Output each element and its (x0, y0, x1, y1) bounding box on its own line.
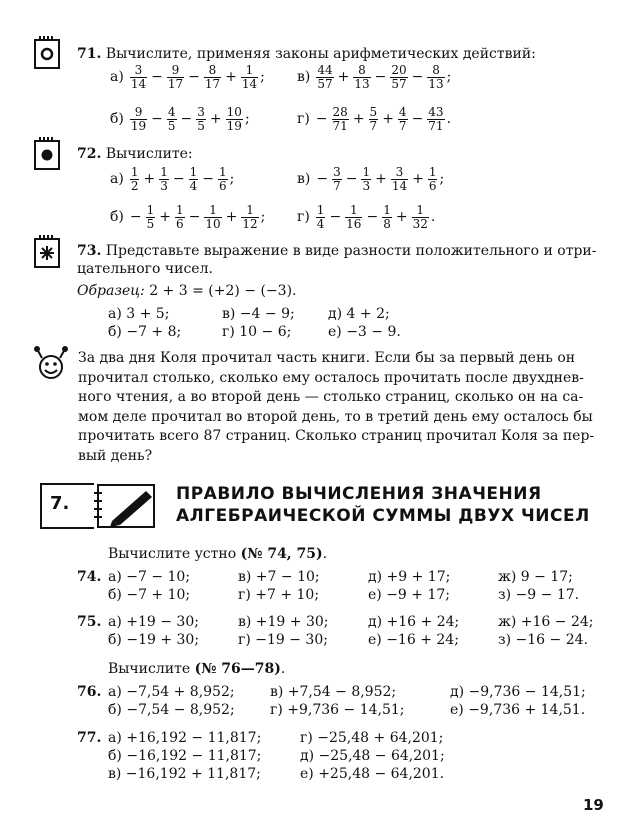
puzzle-line: прочитал столько, сколько ему осталось прочитать после двухднев- (78, 369, 584, 386)
operator: − (411, 69, 424, 85)
ex73-item: б) −7 + 8; (108, 324, 182, 340)
numerator: 43 (428, 104, 444, 119)
operator: . (446, 111, 452, 127)
ex73-prompt-line1: Представьте выражение в виде разности положительного и отри- (105, 243, 597, 259)
operator: − (411, 111, 424, 127)
ex74-item: ж) 9 − 17; (498, 569, 573, 585)
numerator: 1 (160, 164, 168, 179)
fraction (345, 204, 362, 231)
numerator: 1 (345, 204, 362, 218)
ex76-item: е) −9,736 + 14,51. (450, 702, 586, 718)
operator: − (366, 209, 379, 225)
ex74-item: д) +9 + 17; (368, 569, 451, 585)
denominator: 17 (204, 76, 221, 91)
operator: − (129, 209, 142, 225)
operator: + (395, 209, 408, 225)
ex75-item: г) −19 − 30; (238, 632, 328, 648)
operator: ; (260, 209, 266, 225)
section-number: 7. (50, 493, 70, 514)
numerator: 1 (241, 64, 258, 78)
fraction (204, 204, 221, 231)
ex71-prompt: Вычислите, применяя законы арифметических действий: (105, 46, 536, 62)
fraction (353, 64, 370, 91)
denominator: 14 (391, 178, 408, 193)
numerator: 44 (317, 62, 333, 77)
operator: − (151, 69, 163, 85)
fraction (427, 106, 444, 133)
denominator: 5 (197, 118, 205, 133)
operator: + (375, 171, 387, 187)
puzzle-line: мом деле прочитал во второй день, то в третий день ему осталось бы (78, 408, 593, 425)
ex74-item: з) −9 − 17. (498, 587, 580, 603)
denominator: 3 (362, 178, 371, 193)
ex73-sample-text: 2 + 3 = (+2) − (−3). (149, 283, 297, 299)
operator: − (315, 111, 328, 127)
page-number: 19 (583, 796, 604, 814)
fraction (146, 204, 156, 231)
numerator: 1 (204, 204, 221, 218)
notebook-icon-star (34, 238, 60, 268)
notebook-icon-circle (34, 39, 60, 69)
operator: + (209, 111, 222, 127)
numerator: 1 (241, 204, 258, 218)
ex73-prompt-line2: цательного чисел. (77, 261, 213, 277)
ex71-item-g (297, 102, 451, 136)
operator: . (430, 209, 436, 225)
numerator: 9 (130, 106, 147, 120)
ex71-item-b (110, 102, 250, 136)
ex75-item: б) −19 + 30; (108, 632, 200, 648)
denominator: 10 (205, 216, 221, 231)
ex75-item: а) +19 − 30; (108, 614, 199, 630)
denominator: 6 (218, 178, 227, 193)
denominator: 7 (369, 118, 378, 133)
fraction (316, 204, 326, 231)
puzzle-line: прочитать всего 87 страниц. Сколько страниц прочитал Коля за пер- (78, 428, 595, 444)
oral-ref: (№ 74, 75) (240, 546, 323, 562)
smiley-puzzle-icon (34, 346, 68, 382)
fraction (316, 64, 333, 91)
operator: + (159, 209, 171, 225)
numerator: 5 (369, 104, 378, 119)
denominator: 32 (412, 216, 428, 231)
denominator: 13 (428, 76, 444, 91)
operator: + (352, 111, 365, 127)
ex71-item-a (110, 60, 265, 94)
operator: − (188, 209, 201, 225)
ex77-item: е) +25,48 − 64,201. (300, 766, 445, 782)
fraction (130, 106, 147, 133)
fraction (398, 106, 408, 133)
numerator: 28 (332, 104, 348, 119)
fraction (159, 166, 169, 193)
ex73-heading (77, 243, 596, 260)
ex72-prompt: Вычислите: (105, 146, 193, 162)
fraction (196, 106, 206, 133)
numerator: 1 (412, 204, 429, 218)
ex73-item: е) −3 − 9. (328, 324, 401, 340)
denominator: 57 (391, 76, 407, 91)
operator: ; (260, 69, 265, 85)
ex74-item: а) −7 − 10; (108, 569, 191, 585)
numerator: 9 (167, 64, 184, 78)
ex77-item: а) +16,192 − 11,817; (108, 730, 262, 746)
ex74-number: 74. (77, 569, 102, 585)
numerator: 1 (428, 164, 437, 179)
fraction (369, 106, 379, 133)
ex72-heading (77, 146, 193, 163)
numerator: 1 (146, 202, 155, 217)
numerator: 1 (316, 202, 325, 217)
numerator: 8 (353, 64, 370, 78)
ex73-item: д) 4 + 2; (328, 306, 390, 322)
ex72-item-b (110, 200, 265, 234)
operator: − (329, 209, 342, 225)
ex76-item: а) −7,54 + 8,952; (108, 684, 235, 700)
numerator: 4 (167, 104, 176, 119)
fraction (175, 204, 185, 231)
ex73-sample (77, 283, 296, 300)
operator: + (412, 171, 424, 187)
ex75-item: з) −16 − 24. (498, 632, 588, 648)
fraction (241, 64, 258, 91)
numerator: 3 (130, 64, 147, 78)
ex76-item: д) −9,736 − 14,51; (450, 684, 586, 700)
fraction (167, 106, 177, 133)
fraction (361, 166, 371, 193)
ex73-item: в) −4 − 9; (222, 306, 295, 322)
puzzle-line: За два дня Коля прочитал часть книги. Если бы за первый день он (78, 350, 576, 366)
section-badge (40, 483, 158, 531)
item-label: б) (110, 209, 124, 225)
item-label: в) (297, 171, 311, 187)
ex75-item: в) +19 + 30; (238, 614, 329, 630)
denominator: 5 (167, 118, 176, 133)
operator: − (374, 69, 387, 85)
item-label: г) (297, 209, 310, 225)
operator: − (180, 111, 193, 127)
denominator: 19 (130, 118, 147, 133)
numerator: 4 (398, 104, 407, 119)
denominator: 4 (316, 216, 325, 231)
operator: + (143, 171, 156, 187)
numerator: 1 (130, 164, 139, 179)
fraction (218, 166, 228, 193)
operator: + (225, 209, 238, 225)
denominator: 6 (428, 178, 437, 193)
puzzle-line: вый день? (78, 447, 153, 464)
ex72-item-v (297, 162, 444, 196)
fraction (428, 166, 438, 193)
operator: ; (446, 69, 452, 85)
ex77-item: г) −25,48 + 64,201; (300, 730, 444, 746)
ex76-item: б) −7,54 − 8,952; (108, 702, 235, 718)
ex71-number: 71. (77, 46, 102, 62)
fraction (391, 166, 408, 193)
denominator: 17 (167, 76, 184, 91)
ex75-item: е) −16 + 24; (368, 632, 459, 648)
oral-text: Вычислите устно (108, 546, 237, 562)
fraction (412, 204, 429, 231)
notebook-icon-dot (34, 140, 60, 170)
numerator: 1 (218, 164, 227, 179)
numerator: 1 (383, 202, 391, 217)
denominator: 14 (130, 76, 147, 91)
ex76-item: г) +9,736 − 14,51; (270, 702, 405, 718)
operator: − (202, 171, 214, 187)
operator: + (225, 69, 237, 85)
denominator: 12 (242, 216, 258, 231)
ex77-item: в) −16,192 + 11,817; (108, 766, 261, 782)
fraction (390, 64, 407, 91)
ex73-number: 73. (77, 243, 102, 259)
ex75-item: ж) +16 − 24; (498, 614, 594, 630)
section-title-line1: ПРАВИЛО ВЫЧИСЛЕНИЯ ЗНАЧЕНИЯ (176, 484, 542, 504)
denominator: 7 (398, 118, 407, 133)
numerator: 1 (176, 202, 184, 217)
ex74-item: в) +7 − 10; (238, 569, 320, 585)
item-label: в) (297, 69, 311, 85)
operator: − (345, 171, 358, 187)
fraction (167, 64, 184, 91)
ex75-number: 75. (77, 614, 102, 630)
numerator: 1 (189, 164, 198, 179)
denominator: 19 (226, 118, 242, 133)
puzzle-text (78, 349, 608, 466)
calc-tail: . (280, 661, 286, 677)
numerator: 8 (427, 64, 444, 78)
ex72-number: 72. (77, 146, 102, 162)
denominator: 71 (332, 118, 348, 133)
item-label: а) (110, 69, 124, 85)
fraction (382, 204, 392, 231)
denominator: 8 (383, 216, 391, 231)
fraction (226, 106, 243, 133)
numerator: 20 (391, 62, 407, 77)
ex74-item: е) −9 + 17; (368, 587, 450, 603)
numerator: 10 (226, 104, 242, 119)
denominator: 3 (160, 178, 168, 193)
calc-text: Вычислите (108, 661, 191, 677)
notebook-pencil-icon (92, 483, 158, 531)
operator: ; (439, 171, 445, 187)
denominator: 14 (241, 76, 258, 91)
denominator: 6 (176, 216, 184, 231)
denominator: 2 (130, 178, 139, 193)
operator: ; (244, 111, 250, 127)
numerator: 8 (204, 64, 221, 78)
operator: ; (229, 171, 235, 187)
numerator: 3 (333, 164, 341, 179)
ex76-item: в) +7,54 − 8,952; (270, 684, 397, 700)
fraction (130, 166, 140, 193)
ex72-item-a (110, 162, 234, 196)
ex77-number: 77. (77, 730, 102, 746)
section-title-line2: АЛГЕБРАИЧЕСКОЙ СУММЫ ДВУХ ЧИСЕЛ (176, 506, 590, 526)
fraction (427, 64, 444, 91)
fraction (130, 64, 147, 91)
ex75-item: д) +16 + 24; (368, 614, 460, 630)
denominator: 57 (317, 76, 333, 91)
numerator: 3 (197, 104, 205, 119)
ex77-item: д) −25,48 − 64,201; (300, 748, 445, 764)
puzzle-line: ного чтения, а во второй день — столько страниц, сколько он на са- (78, 389, 584, 405)
fraction (332, 166, 342, 193)
operator: + (382, 111, 394, 127)
oral-tail: . (322, 546, 328, 562)
fraction (189, 166, 199, 193)
operator: − (316, 171, 329, 187)
fraction (332, 106, 349, 133)
ex74-item: б) −7 + 10; (108, 587, 191, 603)
item-label: а) (110, 171, 124, 187)
ex73-item: г) 10 − 6; (222, 324, 292, 340)
item-label: б) (110, 111, 124, 127)
denominator: 7 (333, 178, 341, 193)
oral-instruction (108, 546, 327, 563)
ex73-sample-label: Образец: (77, 283, 145, 299)
calc-instruction (108, 661, 285, 678)
fraction (241, 204, 258, 231)
numerator: 3 (391, 166, 408, 180)
numerator: 1 (362, 164, 371, 179)
denominator: 13 (354, 76, 370, 91)
denominator: 71 (428, 118, 444, 133)
operator: − (172, 171, 185, 187)
ex71-item-v (297, 60, 451, 94)
ex73-item: а) 3 + 5; (108, 306, 170, 322)
ex74-item: г) +7 + 10; (238, 587, 320, 603)
denominator: 4 (189, 178, 198, 193)
ex76-number: 76. (77, 684, 102, 700)
denominator: 16 (346, 216, 362, 231)
denominator: 5 (146, 216, 155, 231)
operator: − (151, 111, 163, 127)
operator: − (188, 69, 200, 85)
operator: + (337, 69, 350, 85)
ex72-item-g (297, 200, 435, 234)
fraction (204, 64, 221, 91)
item-label: г) (297, 111, 310, 127)
calc-ref: (№ 76—78) (194, 661, 281, 677)
ex77-item: б) −16,192 − 11,817; (108, 748, 262, 764)
